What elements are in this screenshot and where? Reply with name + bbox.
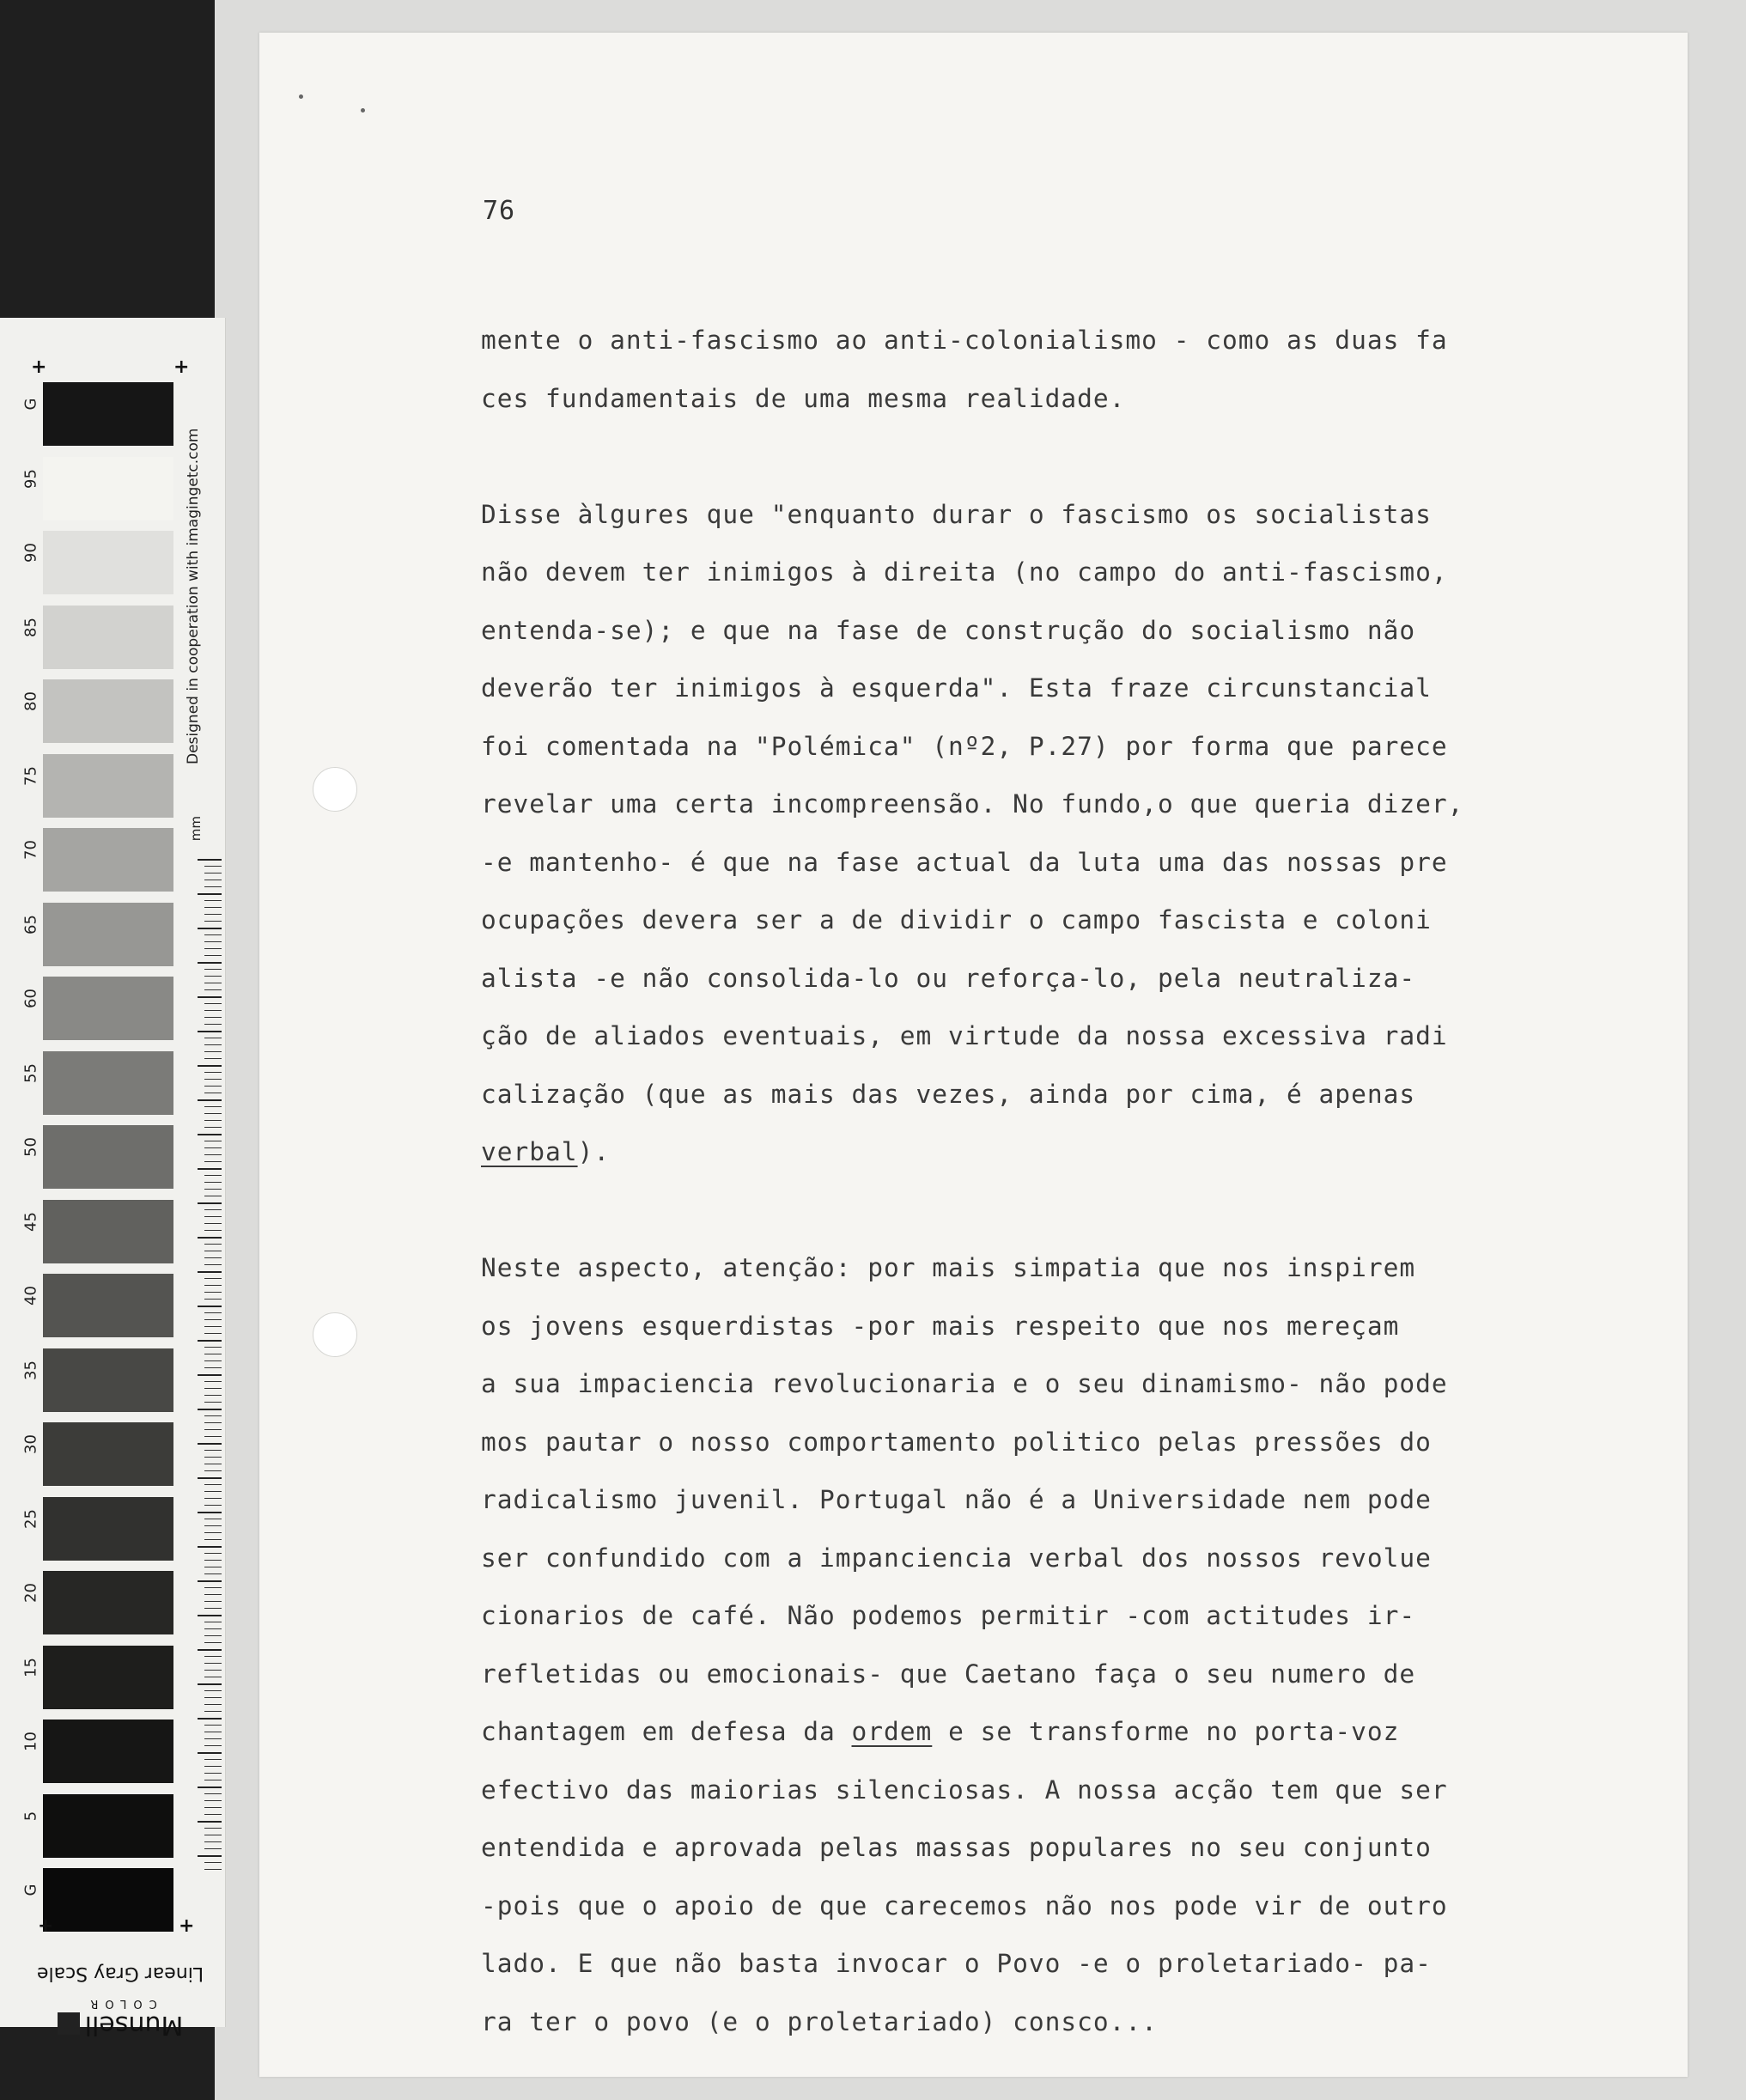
scale-number: 40 [21, 1286, 40, 1306]
text-line: Disse àlgures que "enquanto durar o fascismo os socialistas [481, 499, 1432, 529]
registration-mark: + [179, 1915, 195, 1937]
registration-mark: + [173, 356, 190, 378]
ruler-unit-label: mm [188, 816, 204, 842]
text-line: -e mantenho- é que na fase actual da luta uma das nossas pre [481, 847, 1448, 877]
scale-number: 85 [21, 617, 40, 637]
scale-number: 90 [21, 543, 40, 563]
brand-name: Munsell [34, 2010, 206, 2040]
scale-number: 95 [21, 468, 40, 489]
gray-patch [43, 679, 173, 743]
scale-credit: Designed in cooperation with imagingetc.com [185, 428, 202, 764]
text-line: entenda-se); e que na fase de construção do socialismo não [481, 615, 1416, 645]
text-line: ces fundamentais de uma mesma realidade. [481, 383, 1126, 413]
gray-patch [43, 1646, 173, 1709]
brand-sub: COLOR [83, 1997, 157, 2010]
paragraph-gap [481, 1182, 1597, 1240]
text-line: chantagem em defesa da ordem e se transforme no porta-voz [481, 1717, 1400, 1746]
gray-patch [43, 1422, 173, 1486]
gray-patch [43, 606, 173, 669]
gray-patch [43, 903, 173, 966]
text-line: radicalismo juvenil. Portugal não é a Universidade nem pode [481, 1485, 1432, 1514]
text-line: ocupações devera ser a de dividir o campo fascista e coloni [481, 905, 1432, 934]
scale-number: 65 [21, 914, 40, 934]
scale-number: 50 [21, 1137, 40, 1157]
gray-patch [43, 531, 173, 594]
gray-patch [43, 828, 173, 892]
text-line: mente o anti-fascismo ao anti-colonialismo - como as duas fa [481, 326, 1448, 355]
gray-patch [43, 1571, 173, 1634]
text-line: verbal). [481, 1137, 611, 1166]
underlined-word: ordem [851, 1717, 933, 1746]
gray-patch [43, 457, 173, 520]
text-line: revelar uma certa incompreensão. No fundo,o que queria dizer, [481, 789, 1464, 819]
text-line: -pois que o apoio de que carecemos não nos pode vir de outro [481, 1890, 1448, 1920]
gray-patch [43, 1497, 173, 1561]
scale-number: 15 [21, 1657, 40, 1677]
text-line: mos pautar o nosso comportamento politico pelas pressões do [481, 1427, 1432, 1457]
scale-number: 30 [21, 1434, 40, 1454]
scale-number: 70 [21, 840, 40, 860]
paper-speck [361, 108, 365, 113]
gray-patch [43, 1274, 173, 1337]
text-line: Neste aspecto, atenção: por mais simpatia que nos inspirem [481, 1253, 1416, 1282]
punch-hole [313, 767, 357, 812]
gray-patch [43, 754, 173, 818]
text-line: ser confundido com a impanciencia verbal dos nossos revolue [481, 1543, 1432, 1573]
punch-hole [313, 1312, 357, 1357]
scale-number: 80 [21, 691, 40, 711]
munsell-logo-icon [58, 2013, 80, 2036]
text-line: a sua impaciencia revolucionaria e o seu dinamismo- não pode [481, 1369, 1448, 1398]
paragraph-gap [481, 428, 1597, 486]
registration-mark: + [38, 1915, 54, 1937]
text-line: foi comentada na "Polémica" (nº2, P.27) por forma que parece [481, 731, 1448, 761]
scale-number: 55 [21, 1062, 40, 1083]
body-text [481, 312, 1597, 2051]
page-number: 76 [483, 196, 516, 226]
text-line: entendida e aprovada pelas massas populares no seu conjunto [481, 1833, 1432, 1862]
text-line: lado. E que não basta invocar o Povo -e o proletariado- pa- [481, 1949, 1432, 1978]
gray-patch [43, 1348, 173, 1412]
text-line: ra ter o povo (e o proletariado) consco... [481, 2006, 1158, 2036]
text-line: alista -e não consolida-lo ou reforça-lo, pela neutraliza- [481, 963, 1416, 993]
gray-patch [43, 1125, 173, 1189]
scale-number: G [21, 1884, 40, 1896]
underlined-word: verbal [481, 1137, 578, 1166]
typewritten-page [259, 33, 1688, 2077]
scale-number: 60 [21, 989, 40, 1008]
munsell-logo [34, 1997, 206, 2040]
scale-number: 75 [21, 765, 40, 786]
text-line: os jovens esquerdistas -por mais respeito que nos mereçam [481, 1311, 1400, 1341]
scale-number: G [21, 398, 40, 411]
gray-patch [43, 1051, 173, 1115]
scale-number: 45 [21, 1211, 40, 1232]
text-line: não devem ter inimigos à direita (no campo do anti-fascismo, [481, 557, 1448, 587]
scale-number: 25 [21, 1508, 40, 1529]
text-line: cionarios de café. Não podemos permitir -com actitudes ir- [481, 1601, 1416, 1630]
scale-number: 35 [21, 1360, 40, 1380]
text-line: calização (que as mais das vezes, ainda por cima, é apenas [481, 1079, 1416, 1109]
registration-mark: + [31, 356, 47, 378]
gray-patch [43, 382, 173, 446]
scale-number: 5 [21, 1811, 40, 1821]
text-line: deverão ter inimigos à esquerda". Esta fraze circunstancial [481, 673, 1432, 703]
gray-patch [43, 1200, 173, 1263]
gray-patches [43, 318, 180, 2027]
gray-patch [43, 977, 173, 1040]
text-line: efectivo das maiorias silenciosas. A nossa acção tem que ser [481, 1774, 1448, 1805]
gray-patch [43, 1868, 173, 1932]
gray-patch [43, 1720, 173, 1783]
scale-title: Linear Gray Scale [36, 1963, 204, 1984]
mm-ruler-major-ticks [198, 859, 222, 1872]
text-line: ção de aliados eventuais, em virtude da nossa excessiva radi [481, 1021, 1448, 1050]
scale-number: 20 [21, 1583, 40, 1603]
gray-patch [43, 1794, 173, 1858]
paper-speck [299, 94, 303, 99]
scale-number: 10 [21, 1732, 40, 1751]
text-line: refletidas ou emocionais- que Caetano faça o seu numero de [481, 1659, 1416, 1689]
